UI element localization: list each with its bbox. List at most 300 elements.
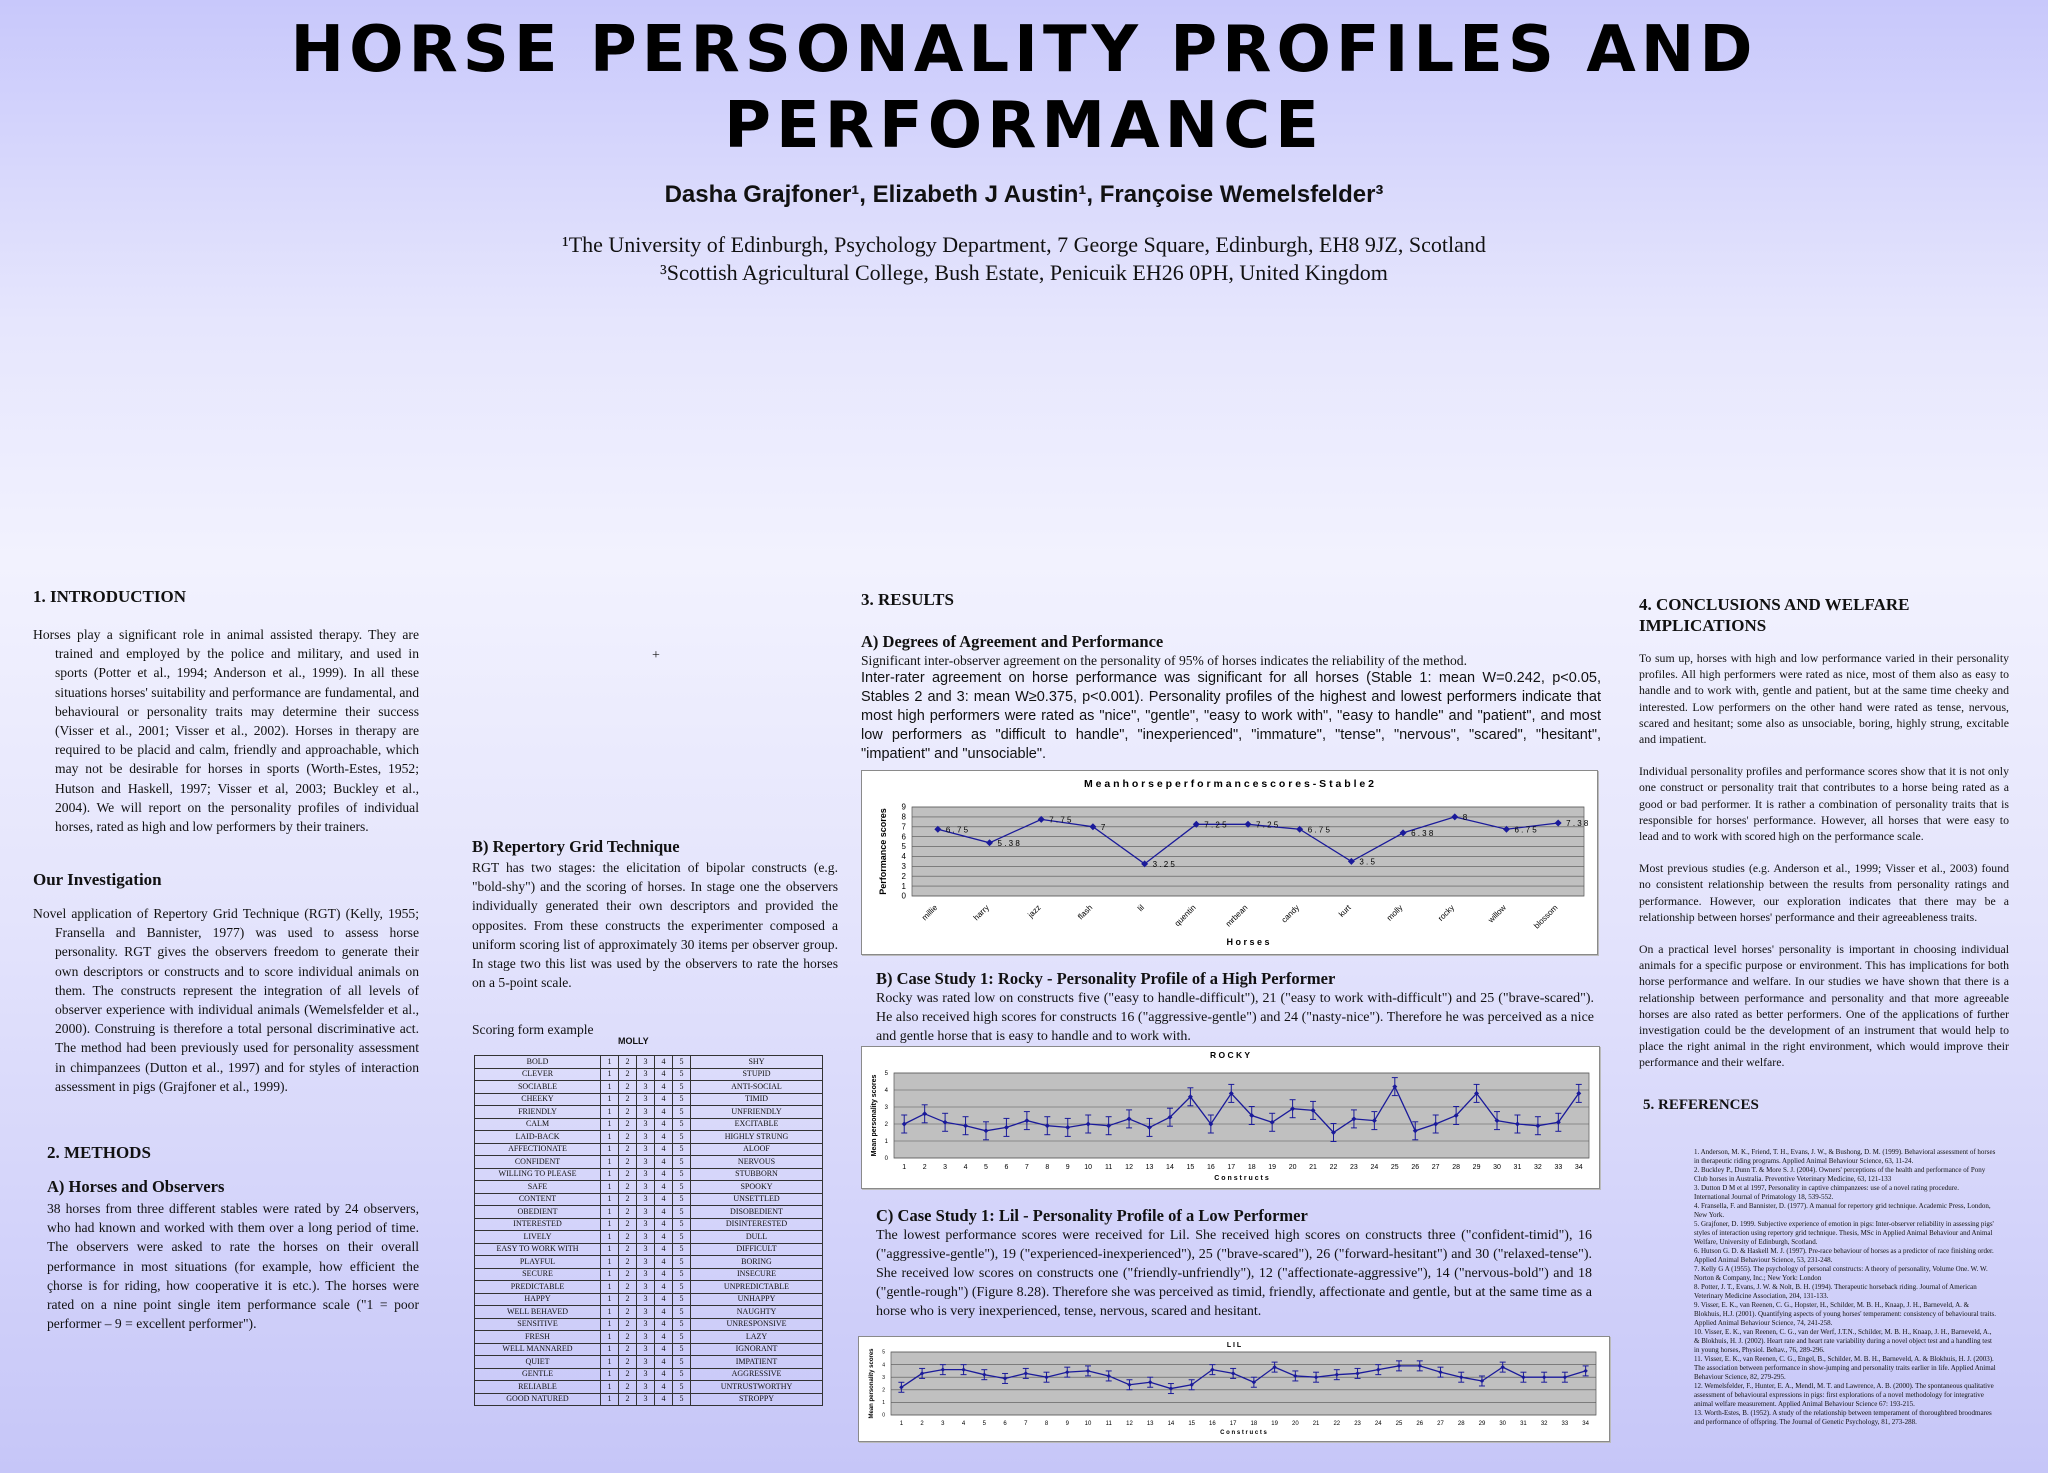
scale-cell[interactable]: 2 [619,1243,637,1256]
construct-left: OBEDIENT [475,1206,601,1219]
conclusions-paragraph-1: To sum up, horses with high and low performance varied in their personality profiles. All high performers were rated as nice, most of them also as easy to handle and to work with, gentle and patient, but at the same time cheeky and interested. Low performers on the other hand were rated as tense, nervous, scared and hesitant; some also as unsociable, boring, highly strung, excitable and impatient. [1639,651,2009,747]
construct-right: IGNORANT [691,1343,823,1356]
scale-cell[interactable]: 5 [673,1206,691,1219]
scoring-form-row [475,1181,823,1194]
construct-right: UNHAPPY [691,1293,823,1306]
x-tick-label: 18 [1250,1421,1258,1427]
scale-cell[interactable]: 4 [655,1243,673,1256]
construct-left: WILLING TO PLEASE [475,1168,601,1181]
x-tick-label: 4 [963,1164,968,1171]
x-tick-label: 29 [1478,1421,1486,1427]
scale-cell[interactable]: 5 [673,1318,691,1331]
y-tick-label: 0 [884,1156,888,1162]
scale-cell[interactable]: 4 [655,1131,673,1144]
agreement-text-2: Inter-rater agreement on horse performance was significant for all horses (Stable 1: mean W=0.242, p<0.05, Stables 2 and 3: mean W≥0.375, p<0.001). Personality profiles of the highest and lowest performers indicate that most high performers were rated as "nice", "gentle", "easy to work with", "easy to handle" and "patient", and most low performers as "difficult to handle", "inexperienced", "immature", "tense", "nervous", "scared", "hesitant", "impatient" and "unsociable". [861,670,1601,762]
y-tick-label: 3 [884,1105,888,1111]
construct-right: BORING [691,1256,823,1269]
scale-cell[interactable]: 3 [637,1131,655,1144]
scale-cell[interactable]: 4 [655,1143,673,1156]
scale-cell[interactable]: 1 [601,1268,619,1281]
scale-cell[interactable]: 3 [637,1106,655,1119]
scale-cell[interactable]: 5 [673,1243,691,1256]
scale-cell[interactable]: 2 [619,1156,637,1169]
scale-cell[interactable]: 5 [673,1156,691,1169]
scale-cell[interactable]: 4 [655,1356,673,1369]
scale-cell[interactable]: 5 [673,1306,691,1319]
construct-right: EXCITABLE [691,1118,823,1131]
scoring-form-row [475,1068,823,1081]
x-axis-label: C o n s t r u c t s [1220,1430,1267,1436]
scale-cell[interactable]: 4 [655,1118,673,1131]
x-tick-label: 2 [920,1421,924,1427]
x-tick-label: 16 [1209,1421,1216,1427]
investigation-text: Novel application of Repertory Grid Technique (RGT) (Kelly, 1955; Fransella and Bannister, 1977) was used to assess horse personality. RGT gives the observers freedom to generate their own descriptors or constructs and to score individual animals on them. The constructs represent the integration of all levels of observer experience with individual animals (Wemelsfelder et al., 2000). Construing is therefore a total personal discriminative act. The method had been previously used for personality assessment in chimpanzees (Dutton et al., 1997) and for styles of interaction assessment in pigs (Grajfoner et al., 1999). [33,906,419,1094]
affiliation-1: ¹The University of Edinburgh, Psychology Department, 7 George Square, Edinburgh, EH8 9JZ, Scotland [562,232,1486,257]
x-tick-label: harry [971,903,991,923]
reference-item: 1. Anderson, M. K., Friend, T. H., Evans, J. W., & Bushong, D. M. (1999). Behavioral assessment of horses in therapeutic riding programs. Applied Animal Behaviour Science, 63, 11-24. [1694,1148,1996,1165]
scale-cell[interactable]: 3 [637,1231,655,1244]
scoring-form-row [475,1168,823,1181]
scoring-form-row [475,1131,823,1144]
results-section [861,590,1601,610]
x-tick-label: 25 [1395,1421,1403,1427]
y-tick-label: 4 [901,852,906,862]
scale-cell[interactable]: 1 [601,1081,619,1094]
construct-left: WELL MANNARED [475,1343,601,1356]
scale-cell[interactable]: 1 [601,1118,619,1131]
scale-cell[interactable]: 1 [601,1381,619,1394]
introduction-heading: 1. INTRODUCTION [33,587,187,606]
x-tick-label: 4 [961,1421,966,1427]
scale-cell[interactable]: 5 [673,1256,691,1269]
scale-cell[interactable]: 1 [601,1218,619,1231]
scale-cell[interactable]: 4 [655,1306,673,1319]
scoring-form-row [475,1156,823,1169]
x-tick-label: 30 [1493,1164,1501,1171]
x-tick-label: 5 [984,1164,988,1171]
scale-cell[interactable]: 3 [637,1143,655,1156]
x-tick-label: 31 [1520,1421,1527,1427]
y-axis-label: Mean personality scores [871,1074,878,1157]
scale-cell[interactable]: 2 [619,1231,637,1244]
construct-left: CLEVER [475,1068,601,1081]
scale-cell[interactable]: 2 [619,1143,637,1156]
scale-cell[interactable]: 5 [673,1281,691,1294]
x-tick-label: 9 [1065,1164,1070,1171]
scale-cell[interactable]: 1 [601,1356,619,1369]
scale-cell[interactable]: 2 [619,1206,637,1219]
scale-cell[interactable]: 2 [619,1093,637,1106]
y-tick-label: 0 [882,1412,885,1419]
scale-cell[interactable]: 3 [637,1056,655,1069]
scale-cell[interactable]: 5 [673,1106,691,1119]
construct-left: INTERESTED [475,1218,601,1231]
investigation-section [33,870,419,1096]
data-label: 7 . 2 5 [1256,820,1279,830]
chart-title: L I L [1226,1342,1242,1349]
construct-left: RELIABLE [475,1381,601,1394]
y-tick-label: 2 [882,1387,885,1394]
scoring-form-row [475,1218,823,1231]
x-tick-label: 23 [1350,1164,1358,1171]
scale-cell[interactable]: 3 [637,1193,655,1206]
scale-cell[interactable]: 3 [637,1393,655,1406]
x-tick-label: 12 [1126,1421,1133,1427]
y-tick-label: 3 [882,1374,885,1381]
plot-area [894,1073,1589,1158]
scale-cell[interactable]: 1 [601,1318,619,1331]
construct-right: UNTRUSTWORTHY [691,1381,823,1394]
stable2-chart [861,770,1598,955]
scale-cell[interactable]: 5 [673,1118,691,1131]
scale-cell[interactable]: 3 [637,1268,655,1281]
construct-right: ALOOF [691,1143,823,1156]
methods-heading: 2. METHODS [47,1143,151,1162]
scoring-form-row [475,1331,823,1344]
data-label: 6 . 7 5 [945,825,969,835]
scoring-form-row [475,1106,823,1119]
scale-cell[interactable]: 5 [673,1081,691,1094]
scale-cell[interactable]: 4 [655,1206,673,1219]
scale-cell[interactable]: 5 [673,1056,691,1069]
construct-right: AGGRESSIVE [691,1368,823,1381]
construct-right: ANTI-SOCIAL [691,1081,823,1094]
scale-cell[interactable]: 3 [637,1293,655,1306]
x-tick-label: willow [1486,903,1508,925]
reference-item: 12. Wemelsfelder, F., Hunter, E. A., Mendl, M. T. and Lawrence, A. B. (2000). The spontaneous qualitative assessment of behavioural expressions in pigs: first explorations of a novel methodology for integrative animal welfare measurement. Applied Animal Behaviour Science 67: 193-215. [1694,1382,1994,1408]
scale-cell[interactable]: 2 [619,1343,637,1356]
scoring-form-row [475,1093,823,1106]
scale-cell[interactable]: 1 [601,1231,619,1244]
scale-cell[interactable]: 2 [619,1056,637,1069]
scoring-form-row [475,1381,823,1394]
scale-cell[interactable]: 4 [655,1156,673,1169]
y-tick-label: 2 [901,871,906,881]
scale-cell[interactable]: 4 [655,1318,673,1331]
agreement-heading: A) Degrees of Agreement and Performance [861,632,1164,651]
scale-cell[interactable]: 4 [655,1081,673,1094]
scale-cell[interactable]: 5 [673,1218,691,1231]
scale-cell[interactable]: 4 [655,1056,673,1069]
agreement-section [861,632,1601,764]
scale-cell[interactable]: 3 [637,1068,655,1081]
rgt-heading: B) Repertory Grid Technique [472,837,680,856]
investigation-heading: Our Investigation [33,870,162,889]
affiliation-2: ³Scottish Agricultural College, Bush Estate, Penicuik EH26 0PH, United Kingdom [660,260,1388,285]
scale-cell[interactable]: 2 [619,1293,637,1306]
data-label: 3 . 2 5 [1152,859,1175,869]
agreement-text-1: Significant inter-observer agreement on the personality of 95% of horses indicates the reliability of the method. [861,653,1467,668]
scale-cell[interactable]: 5 [673,1181,691,1194]
x-tick-label: 11 [1104,1164,1113,1171]
x-tick-label: jazz [1026,903,1043,920]
scale-cell[interactable]: 2 [619,1218,637,1231]
scale-cell[interactable]: 2 [619,1118,637,1131]
scale-cell[interactable]: 4 [655,1218,673,1231]
scale-cell[interactable]: 4 [655,1181,673,1194]
scale-cell[interactable]: 2 [619,1306,637,1319]
scale-cell[interactable]: 5 [673,1293,691,1306]
x-tick-label: 29 [1472,1164,1481,1171]
scale-cell[interactable]: 2 [619,1193,637,1206]
scoring-form-row [475,1343,823,1356]
construct-right: NERVOUS [691,1156,823,1169]
scale-cell[interactable]: 3 [637,1381,655,1394]
scale-cell[interactable]: 2 [619,1393,637,1406]
x-tick-label: 20 [1288,1164,1297,1171]
scale-cell[interactable]: 4 [655,1068,673,1081]
reference-item: 6. Hutson G. D. & Haskell M. J. (1997). Pre-race behaviour of horses as a predictor of race finishing order. Applied Animal Behaviour Science, 53, 231-248. [1694,1247,1994,1264]
chart-title: M e a n h o r s e p e r f o r m a n c e s c o r e s - S t a b l e 2 [1083,778,1375,790]
scale-cell[interactable]: 2 [619,1068,637,1081]
scale-cell[interactable]: 1 [601,1131,619,1144]
scale-cell[interactable]: 2 [619,1356,637,1369]
x-tick-label: 1 [899,1421,904,1427]
scale-cell[interactable]: 1 [601,1393,619,1406]
y-tick-label: 4 [882,1362,885,1369]
scale-cell[interactable]: 2 [619,1331,637,1344]
scale-cell[interactable]: 4 [655,1293,673,1306]
horses-observers-heading: A) Horses and Observers [47,1177,225,1196]
reference-item: 2. Buckley P., Dunn T. & More S. J. (2004). Owners' perceptions of the health and performance of Pony Club horses in Australia. Preventive Veterinary Medicine, 63, 121-133 [1694,1166,1986,1183]
scoring-form-row [475,1318,823,1331]
construct-right: UNPREDICTABLE [691,1281,823,1294]
y-tick-label: 3 [901,862,906,871]
scale-cell[interactable]: 4 [655,1381,673,1394]
construct-left: SECURE [475,1268,601,1281]
reference-item: 7. Kelly G A (1955). The psychology of personal constructs: A theory of personality, Volume One. W. W. Norton & Company, Inc.; New York: London [1694,1265,1988,1282]
rocky-text: Rocky was rated low on constructs five ("easy to handle-difficult"), 21 ("easy to work with-difficult") and 25 ("brave-scared"). He also received high scores for constructs 16 ("aggressive-gentle") and 24 ("nasty-nice"). Therefore he was perceived as a nice and gentle horse that is easy to handle and to work with. [876,991,1594,1044]
scale-cell[interactable]: 3 [637,1368,655,1381]
scoring-form-row [475,1206,823,1219]
scale-cell[interactable]: 4 [655,1281,673,1294]
scale-cell[interactable]: 1 [601,1143,619,1156]
construct-left: CONTENT [475,1193,601,1206]
data-label: 6 . 3 8 [1411,828,1434,838]
scale-cell[interactable]: 5 [673,1356,691,1369]
methods-text: 38 horses from three different stables were rated by 24 observers, who had known and worked with them over a long period of time. The observers were asked to rate the horses on their overall performance in most situations (for example, how efficient the çhorse is for riding, how cooperative it is etc.). The horses were rated on a nine point single item performance scale ("1 = poor performer – 9 = excellent performer"). [47,1201,419,1332]
scale-cell[interactable]: 1 [601,1206,619,1219]
x-tick-label: 21 [1309,1164,1317,1171]
x-tick-label: mrbean [1223,903,1250,929]
conclusions-paragraph-2: Individual personality profiles and performance scores show that it is not only one construct or personality trait that contributes to a horse being rated as a good or bad performer. It is rather a combination of personality traits that is responsible for horses' performance. However, all horses that were easy to lead and to work with scored high on the performance scale. [1639,764,2009,844]
scale-cell[interactable]: 4 [655,1343,673,1356]
scale-cell[interactable]: 4 [655,1093,673,1106]
scale-cell[interactable]: 3 [637,1168,655,1181]
construct-left: GOOD NATURED [475,1393,601,1406]
scale-cell[interactable]: 1 [601,1256,619,1269]
scale-cell[interactable]: 3 [637,1243,655,1256]
x-tick-label: 2 [922,1164,927,1171]
lil-heading: C) Case Study 1: Lil - Personality Profile of a Low Performer [876,1206,1308,1225]
x-tick-label: 21 [1312,1421,1320,1427]
scale-cell[interactable]: 1 [601,1293,619,1306]
construct-right: UNFRIENDLY [691,1106,823,1119]
y-tick-label: 9 [901,802,906,812]
x-tick-label: 33 [1554,1164,1563,1171]
scale-cell[interactable]: 1 [601,1056,619,1069]
scale-cell[interactable]: 1 [601,1343,619,1356]
y-tick-label: 5 [901,842,906,852]
scale-cell[interactable]: 1 [601,1368,619,1381]
data-label: 7 . 7 5 [1049,815,1072,825]
references-list [1694,1148,1996,1427]
data-label: 7 [1100,822,1106,832]
construct-left: HAPPY [475,1293,601,1306]
scale-cell[interactable]: 1 [601,1181,619,1194]
methods-section [47,1143,419,1333]
scoring-form-row [475,1281,823,1294]
construct-left: LIVELY [475,1231,601,1244]
construct-right: STUBBORN [691,1168,823,1181]
x-tick-label: 13 [1146,1421,1154,1427]
y-tick-label: 4 [884,1088,888,1094]
scoring-form-row [475,1143,823,1156]
scale-cell[interactable]: 4 [655,1168,673,1181]
scale-cell[interactable]: 5 [673,1093,691,1106]
scale-cell[interactable]: 5 [673,1193,691,1206]
title-line-1: HORSE PERSONALITY PROFILES AND [290,13,1758,87]
construct-right: INSECURE [691,1268,823,1281]
scale-cell[interactable]: 1 [601,1243,619,1256]
conclusions-section [1639,594,2009,1071]
scale-cell[interactable]: 1 [601,1193,619,1206]
construct-right: HIGHLY STRUNG [691,1131,823,1144]
scale-cell[interactable]: 3 [637,1156,655,1169]
scale-cell[interactable]: 2 [619,1281,637,1294]
scale-cell[interactable]: 3 [637,1093,655,1106]
scale-cell[interactable]: 2 [619,1181,637,1194]
scale-cell[interactable]: 4 [655,1231,673,1244]
x-tick-label: 14 [1166,1164,1174,1171]
scale-cell[interactable]: 5 [673,1143,691,1156]
x-tick-label: 18 [1247,1164,1256,1171]
scale-cell[interactable]: 1 [601,1068,619,1081]
y-tick-label: 1 [901,881,906,891]
scale-cell[interactable]: 3 [637,1181,655,1194]
scale-cell[interactable]: 3 [637,1218,655,1231]
scale-cell[interactable]: 3 [637,1343,655,1356]
scale-cell[interactable]: 4 [655,1268,673,1281]
x-tick-label: 20 [1291,1421,1299,1427]
x-tick-label: millie [920,903,940,923]
x-tick-label: 6 [1003,1421,1007,1427]
scale-cell[interactable]: 4 [655,1193,673,1206]
y-tick-label: 7 [901,822,906,832]
construct-left: FRESH [475,1331,601,1344]
scale-cell[interactable]: 1 [601,1306,619,1319]
scale-cell[interactable]: 5 [673,1368,691,1381]
scale-cell[interactable]: 2 [619,1168,637,1181]
scoring-form-table [474,1055,823,1406]
scale-cell[interactable]: 3 [637,1256,655,1269]
construct-left: CONFIDENT [475,1156,601,1169]
scale-cell[interactable]: 2 [619,1368,637,1381]
x-tick-label: 1 [902,1164,907,1171]
construct-right: SHY [691,1056,823,1069]
scale-cell[interactable]: 5 [673,1268,691,1281]
scale-cell[interactable]: 3 [637,1118,655,1131]
scale-cell[interactable]: 1 [601,1156,619,1169]
x-tick-label: 11 [1105,1421,1112,1427]
x-tick-label: 9 [1065,1421,1069,1427]
construct-right: DISOBEDIENT [691,1206,823,1219]
scale-cell[interactable]: 2 [619,1318,637,1331]
scale-cell[interactable]: 5 [673,1131,691,1144]
construct-left: SAFE [475,1181,601,1194]
x-tick-label: blossom [1532,903,1560,931]
scale-cell[interactable]: 2 [619,1256,637,1269]
scale-cell[interactable]: 1 [601,1106,619,1119]
scoring-form-row [475,1256,823,1269]
scale-cell[interactable]: 3 [637,1356,655,1369]
scale-cell[interactable]: 1 [601,1168,619,1181]
scale-cell[interactable]: 3 [637,1306,655,1319]
scale-cell[interactable]: 3 [637,1281,655,1294]
scale-cell[interactable]: 4 [655,1256,673,1269]
x-tick-label: 24 [1370,1164,1379,1171]
scale-cell[interactable]: 4 [655,1393,673,1406]
construct-right: NAUGHTY [691,1306,823,1319]
stray-mark: + [652,648,660,663]
scale-cell[interactable]: 5 [673,1393,691,1406]
scale-cell[interactable]: 5 [673,1343,691,1356]
scale-cell[interactable]: 4 [655,1106,673,1119]
lil-text: The lowest performance scores were received for Lil. She received high scores on constructs three ("confident-timid"), 16 ("aggressive-gentle"), 19 ("experienced-inexperienced"), 25 ("brave-scared"), 26 ("forward-hesitant") and 30 ("relaxed-tense"). She received low scores on constructs one ("friendly-unfriendly"), 12 ("affectionate-aggressive"), 14 ("nervous-bold") and 18 ("gentle-rough") (Figure 8.28). Therefore she was perceived as timid, friendly, affectionate and gentle, but at the same time as a horse who is very inexperienced, tense, nervous, scared and hesitant. [876,1228,1592,1319]
scale-cell[interactable]: 4 [655,1331,673,1344]
x-tick-label: 12 [1125,1164,1133,1171]
scale-cell[interactable]: 5 [673,1231,691,1244]
x-tick-label: 19 [1271,1421,1278,1427]
scale-cell[interactable]: 5 [673,1331,691,1344]
scale-cell[interactable]: 3 [637,1331,655,1344]
x-tick-label: 34 [1582,1421,1589,1427]
y-tick-label: 8 [901,812,906,822]
scoring-form-row [475,1268,823,1281]
x-tick-label: 28 [1452,1164,1461,1171]
scale-cell[interactable]: 2 [619,1106,637,1119]
scale-cell[interactable]: 5 [673,1381,691,1394]
scale-cell[interactable]: 3 [637,1206,655,1219]
reference-item: 9. Visser, E. K., van Reenen, C. G., Hopster, H., Schilder, M. B. H., Knaap, J. H., Barneveld, A. & Blokhuis, H.J. (2001). Quantifying aspects of young horses' temperament: consistency of behavioural traits. Applied Animal Behaviour Science, 74, 241-258. [1694,1301,1997,1327]
x-tick-label: 7 [1024,1164,1029,1171]
scale-cell[interactable]: 1 [601,1093,619,1106]
scoring-form-row [475,1306,823,1319]
x-tick-label: flash [1076,903,1095,922]
x-axis-label: H o r s e s [1226,937,1270,947]
scale-cell[interactable]: 3 [637,1081,655,1094]
scale-cell[interactable]: 1 [601,1281,619,1294]
scale-cell[interactable]: 2 [619,1381,637,1394]
lil-chart [858,1336,1610,1442]
construct-left: PREDICTABLE [475,1281,601,1294]
lil-chart-svg [859,1337,1609,1441]
scale-cell[interactable]: 3 [637,1318,655,1331]
scale-cell[interactable]: 2 [619,1131,637,1144]
scale-cell[interactable]: 1 [601,1331,619,1344]
scale-cell[interactable]: 2 [619,1268,637,1281]
x-tick-label: 8 [1044,1421,1049,1427]
scale-cell[interactable]: 2 [619,1081,637,1094]
x-tick-label: 33 [1561,1421,1569,1427]
scale-cell[interactable]: 5 [673,1068,691,1081]
x-tick-label: 27 [1431,1164,1440,1171]
scoring-form-row [475,1293,823,1306]
y-tick-label: 5 [884,1071,888,1077]
scale-cell[interactable]: 4 [655,1368,673,1381]
y-tick-label: 1 [882,1400,885,1407]
scale-cell[interactable]: 5 [673,1168,691,1181]
